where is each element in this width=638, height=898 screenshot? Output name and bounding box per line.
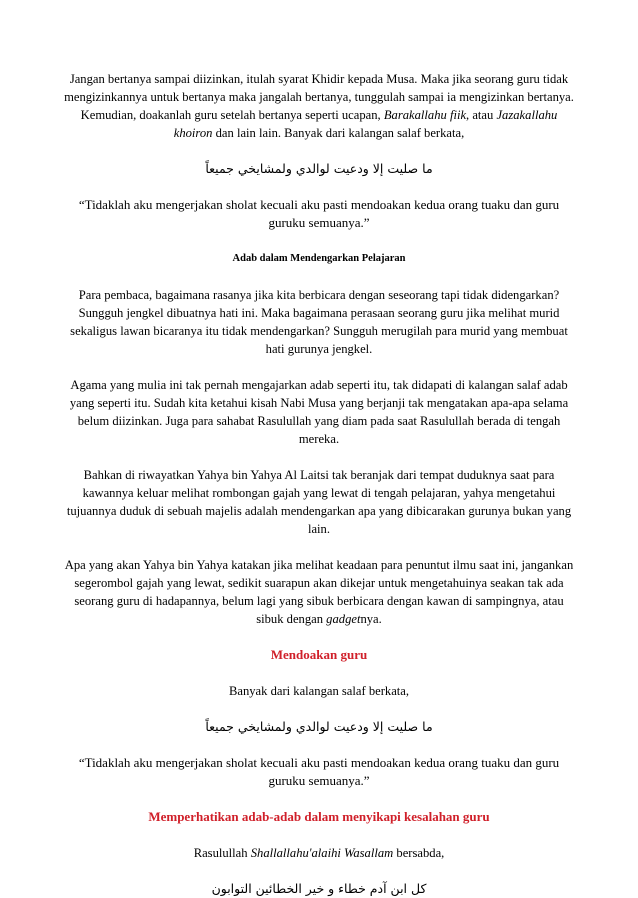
paragraph-khidir: Jangan bertanya sampai diizinkan, itulah syarat Khidir kepada Musa. Maka jika seorang guru tidak mengizinkannya untuk bertanya maka jangalah bertanya, tunggulah sampai ia mengizinkan bertanya. Kemudian, doakanlah guru setelah bertanya seperti ucapan, Barakallahu fiik, atau Jazakallahu khoiron dan lain lain. Banyak dari kalangan salaf berkata, [64, 72, 574, 140]
section-heading-mendoakan: Mendoakan guru [270, 647, 368, 662]
document-page [60, 70, 578, 898]
section-heading-listening: Adab dalam Mendengarkan Pelajaran [232, 253, 406, 264]
paragraph-rasulullah: Rasulullah Shallallahu'alaihi Wasallam bersabda, [193, 846, 445, 860]
translation-quote-1: “Tidaklah aku mengerjakan sholat kecuali aku pasti mendoakan kedua orang tuaku dan guru guruku semuanya.” [78, 197, 560, 230]
paragraph-yahya: Bahkan di riwayatkan Yahya bin Yahya Al Laitsi tak beranjak dari tempat duduknya saat para kawannya keluar melihat rombongan gajah yang lewat di tengah pelajaran, yahya mengetahui tujuannya duduk di sebuah majelis adalah mendengarkan apa yang dibicarakan gurunya bukan yang lain. [66, 468, 572, 536]
paragraph-salaf: Banyak dari kalangan salaf berkata, [228, 684, 410, 698]
arabic-quote-2: ما صليت إلا ودعيت لوالدي ولمشايخي جميعاً [205, 719, 433, 734]
translation-quote-2: “Tidaklah aku mengerjakan sholat kecuali aku pasti mendoakan kedua orang tuaku dan guru guruku semuanya.” [78, 755, 560, 788]
paragraph-pembaca: Para pembaca, bagaimana rasanya jika kita berbicara dengan seseorang tapi tidak didengarkan? Sungguh jengkel dibuatnya hati ini. Maka bagaimana perasaan seorang guru jika melihat murid sekaligus lawan bicaranya itu tidak mendengarkan? Sungguh merugilah para murid yang membuat hati gurunya jengkel. [70, 288, 568, 356]
arabic-quote-1: ما صليت إلا ودعيت لوالدي ولمشايخي جميعاً [205, 161, 433, 176]
section-heading-kesalahan: Memperhatikan adab-adab dalam menyikapi kesalahan guru [148, 809, 490, 824]
paragraph-agama: Agama yang mulia ini tak pernah mengajarkan adab seperti itu, tak didapati di kalangan salaf adab yang seperti itu. Sudah kita ketahui kisah Nabi Musa yang berjanji tak mengatakan apa-apa selama belum diizinkan. Juga para sahabat Rasulullah yang diam pada saat Rasulullah berada di tengah mereka. [69, 378, 569, 446]
arabic-hadith: كل ابن آدم خطاء و خير الخطائين التوابون [211, 881, 427, 896]
paragraph-penuntut-ilmu: Apa yang akan Yahya bin Yahya katakan jika melihat keadaan para penuntut ilmu saat ini, jangankan segerombol gajah yang lewat, sedikit suarapun akan dikejar untuk mengetahuinya seakan tak ada seorang guru di hadapannya, belum lagi yang sibuk berbicara dengan kawan di sampingnya, atau sibuk dengan gadgetnya. [64, 558, 574, 626]
